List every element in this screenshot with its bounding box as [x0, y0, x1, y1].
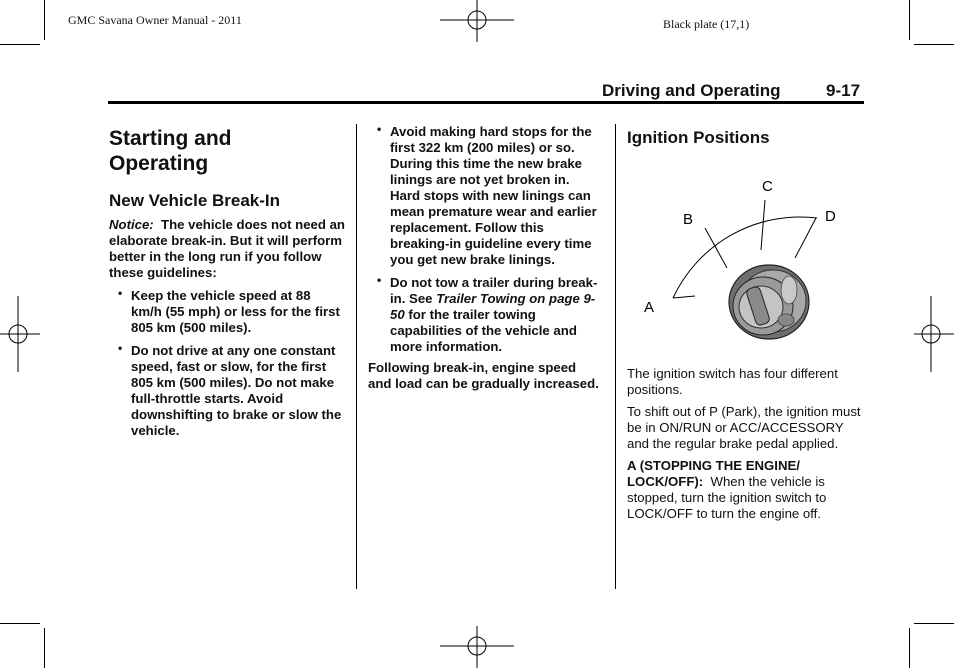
guideline-list-continued [368, 124, 602, 355]
registration-mark-left [0, 296, 40, 372]
position-a-text: When the vehicle is stopped, turn the ignition switch to LOCK/OFF to turn the engine off. [627, 474, 827, 521]
ignition-diagram [627, 170, 859, 350]
print-header-right: Black plate (17,1) [663, 17, 750, 31]
page-number: 9-17 [826, 81, 861, 100]
ignition-switch-icon [729, 265, 809, 339]
section-heading: Driving and Operating [602, 81, 781, 100]
notice-paragraph [109, 217, 345, 281]
column-divider [356, 124, 357, 589]
section-subtitle: New Vehicle Break-In [109, 191, 281, 210]
bullet-icon: • [118, 341, 123, 355]
ignition-paragraph-1: The ignition switch has four different positions. [627, 366, 838, 397]
crop-mark [0, 623, 40, 624]
list-item: • Do not tow a trailer during break-in. See Trailer Towing on page 9-50 for the trailer towing capabilities of the vehicle and more information. [377, 273, 598, 354]
position-label-c: C [762, 178, 773, 195]
crop-mark [909, 0, 910, 40]
column-1 [109, 126, 345, 446]
bullet-icon: • [377, 122, 382, 136]
list-item: • Do not drive at any one constant speed, fast or slow, for the first 805 km (500 miles). Do not make full-throttle starts. Avoid downshifting to brake or slow the vehicle. [118, 341, 342, 438]
registration-mark-bottom [440, 624, 514, 668]
column-divider [615, 124, 616, 589]
closing-paragraph: Following break-in, engine speed and load can be gradually increased. [368, 360, 599, 391]
position-label-b: B [683, 211, 694, 228]
crop-mark [44, 0, 45, 40]
trailer-towing-link[interactable]: Trailer Towing on page 9-50 [390, 291, 596, 322]
registration-mark-right [914, 296, 954, 372]
ignition-paragraph-3 [627, 458, 865, 522]
list-item: • Keep the vehicle speed at 88 km/h (55 mph) or less for the first 805 km (500 miles). [118, 286, 340, 335]
crop-mark [909, 628, 910, 668]
position-label-a: A [644, 299, 655, 316]
column-3 [627, 128, 865, 148]
list-item: • Avoid making hard stops for the first 322 km (200 miles) or so. During this time the new brake linings are not yet broken in. Hard stops with new linings can mean premature wear and earlier replacement. Follow this breaking-in guideline every time you get new brake linings. [377, 122, 597, 267]
crop-mark [914, 44, 954, 45]
print-header-left: GMC Savana Owner Manual - 2011 [68, 13, 242, 27]
page-title: Starting and Operating [109, 127, 232, 175]
bullet-icon: • [377, 273, 382, 287]
guideline-list [109, 288, 345, 439]
crop-mark [44, 628, 45, 668]
column-2 [368, 124, 602, 392]
bullet-icon: • [118, 286, 123, 300]
position-a-label: A (STOPPING THE ENGINE/ LOCK/OFF): [627, 458, 800, 489]
crop-mark [0, 44, 40, 45]
notice-label: Notice: [109, 217, 154, 232]
ignition-paragraph-2: To shift out of P (Park), the ignition must be in ON/RUN or ACC/ACCESSORY and the regular brake pedal applied. [627, 404, 861, 451]
ignition-title: Ignition Positions [627, 128, 770, 147]
column-3-text [627, 366, 865, 522]
registration-mark-top [440, 0, 514, 44]
crop-mark [914, 623, 954, 624]
notice-text: The vehicle does not need an elaborate break-in. But it will perform better in the long run if you follow these guidelines: [109, 217, 345, 280]
position-label-d: D [825, 208, 836, 225]
header-rule [108, 101, 864, 104]
